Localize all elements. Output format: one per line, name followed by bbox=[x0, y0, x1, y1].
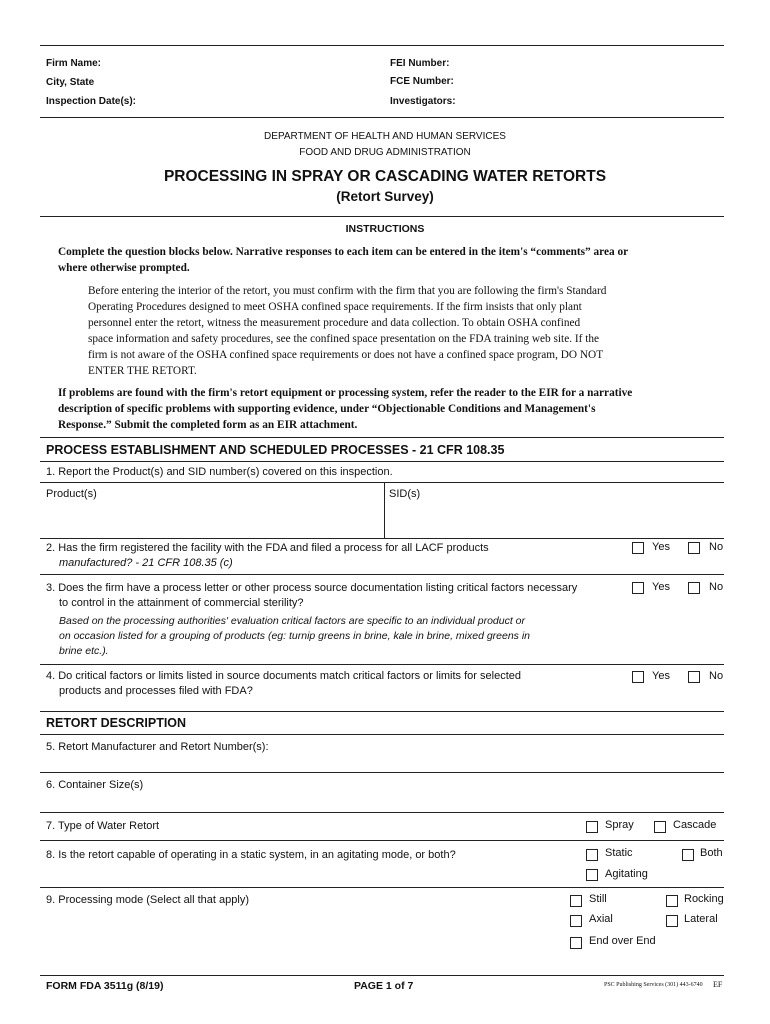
agency-line-1: DEPARTMENT OF HEALTH AND HUMAN SERVICES bbox=[264, 131, 506, 142]
question-2-no-checkbox[interactable] bbox=[688, 542, 700, 554]
question-7-cascade-label: Cascade bbox=[673, 819, 717, 831]
question-8-rule bbox=[40, 887, 724, 888]
question-4-no-label: No bbox=[709, 670, 724, 682]
form-number: FORM FDA 3511g (8/19) bbox=[46, 980, 164, 992]
section-1-top-rule bbox=[40, 437, 724, 438]
header-bottom-rule bbox=[40, 117, 724, 118]
question-9-lateral-label: Lateral bbox=[684, 913, 718, 925]
question-9-rocking-label: Rocking bbox=[684, 893, 724, 905]
question-4-yes-label: Yes bbox=[652, 670, 670, 682]
header-top-rule bbox=[40, 45, 724, 46]
section-1-title: PROCESS ESTABLISHMENT AND SCHEDULED PROCESSES - 21 CFR 108.35 bbox=[46, 443, 505, 457]
question-1: 1. Report the Product(s) and SID number(s) covered on this inspection. bbox=[46, 466, 393, 478]
question-8-both-checkbox[interactable] bbox=[682, 849, 694, 861]
publisher-credit: PSC Publishing Services (301) 443-6740 bbox=[604, 982, 703, 988]
question-6-rule bbox=[40, 812, 724, 813]
instructions-heading: INSTRUCTIONS bbox=[345, 223, 425, 235]
form-title: PROCESSING IN SPRAY OR CASCADING WATER RETORTS bbox=[163, 168, 607, 185]
city-state-label: City, State bbox=[46, 77, 95, 88]
question-9-end-over-end-label: End over End bbox=[589, 935, 656, 947]
products-field[interactable] bbox=[46, 500, 380, 534]
instructions-paragraph-1: Complete the question blocks below. Narrative responses to each item can be entered in the item's “comments” area or where otherwise prompted. bbox=[58, 246, 629, 274]
fei-number-label: FEI Number: bbox=[390, 58, 450, 69]
question-9-rocking-checkbox[interactable] bbox=[666, 895, 678, 907]
question-2: 2. Has the firm registered the facility with the FDA and filed a process for all LACF products manufactured? - 21 CFR 108.35 (c) bbox=[46, 542, 489, 569]
page-number: PAGE 1 of 7 bbox=[354, 980, 414, 992]
fce-number-label: FCE Number: bbox=[390, 76, 454, 87]
question-7-cascade-checkbox[interactable] bbox=[654, 821, 666, 833]
question-3: 3. Does the firm have a process letter or other process source documentation listing critical factors necessary to control in the attainment of commercial sterility? bbox=[46, 582, 578, 609]
question-1-rule bbox=[40, 482, 724, 483]
footer-rule bbox=[40, 975, 724, 976]
question-2-no-label: No bbox=[709, 541, 724, 553]
question-7-spray-label: Spray bbox=[605, 819, 634, 831]
question-4: 4. Do critical factors or limits listed in source documents match critical factors or limits for selected products and processes filed with FDA? bbox=[46, 670, 521, 697]
question-9-lateral-checkbox[interactable] bbox=[666, 915, 678, 927]
inspection-dates-label: Inspection Date(s): bbox=[46, 96, 137, 107]
question-8-static-checkbox[interactable] bbox=[586, 849, 598, 861]
question-3-yes-label: Yes bbox=[652, 581, 670, 593]
question-9-end-over-end-checkbox[interactable] bbox=[570, 937, 582, 949]
section-2-title: RETORT DESCRIPTION bbox=[46, 716, 187, 730]
question-5-field[interactable] bbox=[46, 755, 716, 771]
section-1-title-rule bbox=[40, 461, 724, 462]
question-7-rule bbox=[40, 840, 724, 841]
products-label: Product(s) bbox=[46, 488, 97, 500]
question-8-agitating-label: Agitating bbox=[605, 868, 648, 880]
question-9-axial-checkbox[interactable] bbox=[570, 915, 582, 927]
question-8: 8. Is the retort capable of operating in a static system, in an agitating mode, or both? bbox=[46, 849, 456, 861]
ef-mark: EF bbox=[713, 980, 723, 989]
question-7: 7. Type of Water Retort bbox=[46, 820, 160, 832]
question-2-yes-checkbox[interactable] bbox=[632, 542, 644, 554]
instructions-paragraph-2: Before entering the interior of the retort, you must confirm with the firm that you are following the firm's Standard Operating Procedures designed to meet OSHA confined space requirements. If the firm insists that only plant personnel enter the retort, witness the measurement procedure and data collection. To obtain OSHA confined space information and safety procedures, see the confined space presentation on the FDA training web site. If the firm is not aware of the OSHA confined space requirements or does not have a confined space program, DO NOT ENTER THE RETORT. bbox=[88, 285, 607, 377]
question-5-rule bbox=[40, 772, 724, 773]
sids-field[interactable] bbox=[389, 500, 719, 534]
question-3-no-label: No bbox=[709, 581, 724, 593]
question-3-yes-checkbox[interactable] bbox=[632, 582, 644, 594]
question-8-static-label: Static bbox=[605, 847, 633, 859]
question-6-field[interactable] bbox=[46, 794, 716, 810]
firm-name-label: Firm Name: bbox=[46, 58, 102, 69]
investigators-label: Investigators: bbox=[390, 96, 456, 107]
question-4-yes-checkbox[interactable] bbox=[632, 671, 644, 683]
question-9-axial-label: Axial bbox=[589, 913, 613, 925]
products-sid-divider bbox=[384, 482, 385, 538]
title-rule bbox=[40, 216, 724, 217]
question-2-rule bbox=[40, 574, 724, 575]
question-6: 6. Container Size(s) bbox=[46, 779, 144, 791]
section-2-top-rule bbox=[40, 711, 724, 712]
agency-line-2: FOOD AND DRUG ADMINISTRATION bbox=[299, 147, 471, 158]
question-8-both-label: Both bbox=[700, 847, 723, 859]
question-3-no-checkbox[interactable] bbox=[688, 582, 700, 594]
sids-label: SID(s) bbox=[389, 488, 421, 500]
question-8-agitating-checkbox[interactable] bbox=[586, 869, 598, 881]
instructions-paragraph-3: If problems are found with the firm's retort equipment or processing system, refer the reader to the EIR for a narrative description of specific problems with supporting evidence, under “Objectionable Conditions and Management's Response.” Submit the completed form as an EIR attachment. bbox=[58, 387, 633, 431]
question-9: 9. Processing mode (Select all that apply) bbox=[46, 894, 249, 906]
form-subtitle: (Retort Survey) bbox=[336, 189, 434, 204]
question-5: 5. Retort Manufacturer and Retort Number(s): bbox=[46, 741, 269, 753]
question-3-rule bbox=[40, 664, 724, 665]
section-2-title-rule bbox=[40, 734, 724, 735]
question-9-still-checkbox[interactable] bbox=[570, 895, 582, 907]
question-4-no-checkbox[interactable] bbox=[688, 671, 700, 683]
products-rule bbox=[40, 538, 724, 539]
question-7-spray-checkbox[interactable] bbox=[586, 821, 598, 833]
question-9-still-label: Still bbox=[589, 893, 607, 905]
question-2-yes-label: Yes bbox=[652, 541, 670, 553]
question-3-note: Based on the processing authorities' evaluation critical factors are specific to an individual product or on occasion listed for a grouping of products (eg: turnip greens in brine, kale in brine, mixed greens in brine etc.). bbox=[59, 615, 531, 657]
